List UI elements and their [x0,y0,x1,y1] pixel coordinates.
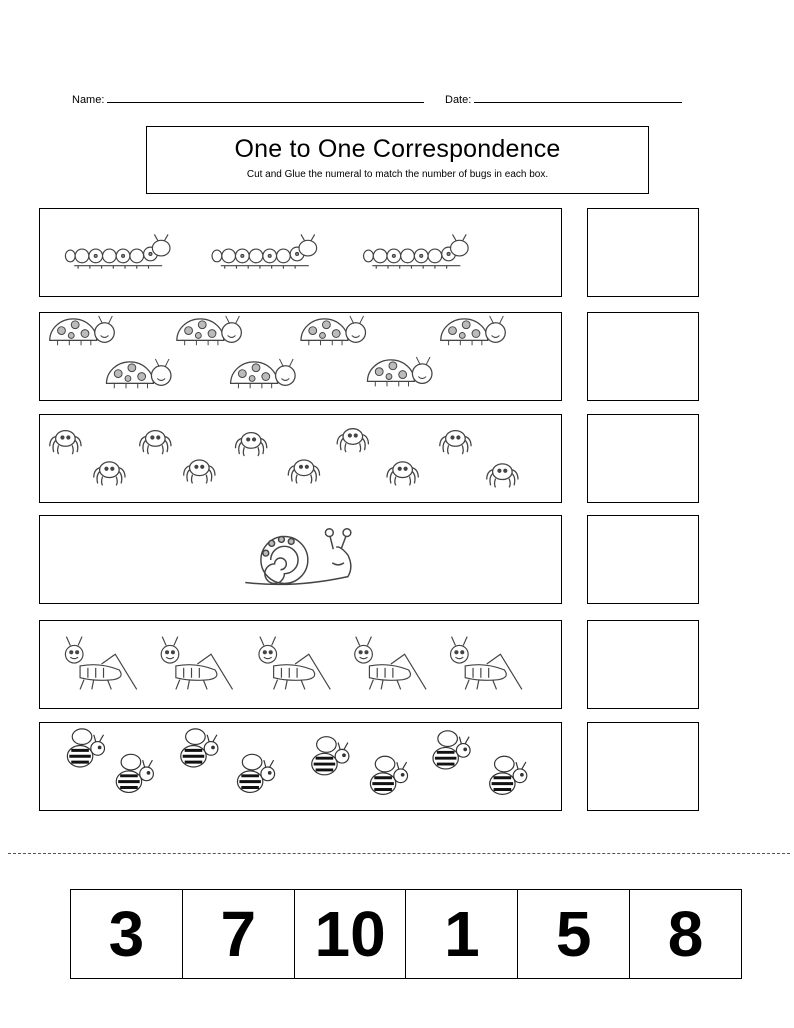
bee-icon [67,729,104,767]
answer-box-3[interactable] [587,414,699,503]
date-line[interactable] [474,93,682,103]
grasshopper-icon [161,637,232,690]
ladybug-icon [106,359,171,388]
grasshopper-icon [355,637,426,690]
number-card[interactable]: 8 [667,898,704,970]
spider-icon [387,462,418,485]
caterpillar-group [40,209,561,296]
ladybug-icon [177,316,242,345]
snail-group [40,516,561,603]
ladybug-group [40,313,561,400]
instructions: Cut and Glue the numeral to match the number of bugs in each box. [246,169,549,180]
ladybug-icon [50,316,115,345]
ladybug-icon [301,316,366,345]
spider-icon [184,460,215,483]
bug-row-bees [39,722,562,811]
bee-group [40,723,561,810]
caterpillar-icon [364,234,469,268]
number-card[interactable]: 1 [406,890,518,978]
number-card[interactable]: 5 [518,890,630,978]
ladybug-icon [367,357,432,386]
bug-row-grasshoppers [39,620,562,709]
spider-icon [94,462,125,485]
spider-icon [235,433,266,456]
date-label: Date: [445,94,472,106]
answer-box-6[interactable] [587,722,699,811]
number-cards [70,889,742,979]
page-title: One to One Correspondence [234,135,561,163]
snail-icon [245,529,351,585]
bug-row-caterpillars [39,208,562,297]
spider-group [40,415,561,502]
date-field[interactable] [445,93,682,106]
bug-row-snail [39,515,562,604]
ladybug-icon [441,316,506,345]
bee-icon [433,731,470,769]
bee-icon [116,754,153,792]
spider-icon [440,431,471,454]
grasshopper-icon [259,637,330,690]
spider-icon [487,464,518,487]
title-box [146,126,649,194]
spider-icon [288,460,319,483]
bee-icon [490,756,527,794]
bee-icon [181,729,218,767]
bee-icon [237,754,274,792]
spider-icon [337,429,368,452]
answer-box-1[interactable] [587,208,699,297]
bug-row-ladybugs [39,312,562,401]
name-label: Name: [72,94,105,106]
spider-icon [140,431,171,454]
bee-icon [312,737,349,775]
answer-box-5[interactable] [587,620,699,709]
bug-row-spiders [39,414,562,503]
grasshopper-icon [65,637,136,690]
grasshopper-group [40,621,561,708]
answer-box-4[interactable] [587,515,699,604]
number-card[interactable]: 3 [71,890,183,978]
cut-line [8,853,790,854]
answer-box-2[interactable] [587,312,699,401]
name-field[interactable] [72,93,424,106]
number-card[interactable]: 7 [183,890,295,978]
spider-icon [50,431,81,454]
grasshopper-icon [451,637,522,690]
name-line[interactable] [107,93,424,103]
number-card[interactable]: 10 [295,890,407,978]
caterpillar-icon [65,234,170,268]
bee-icon [370,756,407,794]
ladybug-icon [231,359,296,388]
caterpillar-icon [212,234,317,268]
